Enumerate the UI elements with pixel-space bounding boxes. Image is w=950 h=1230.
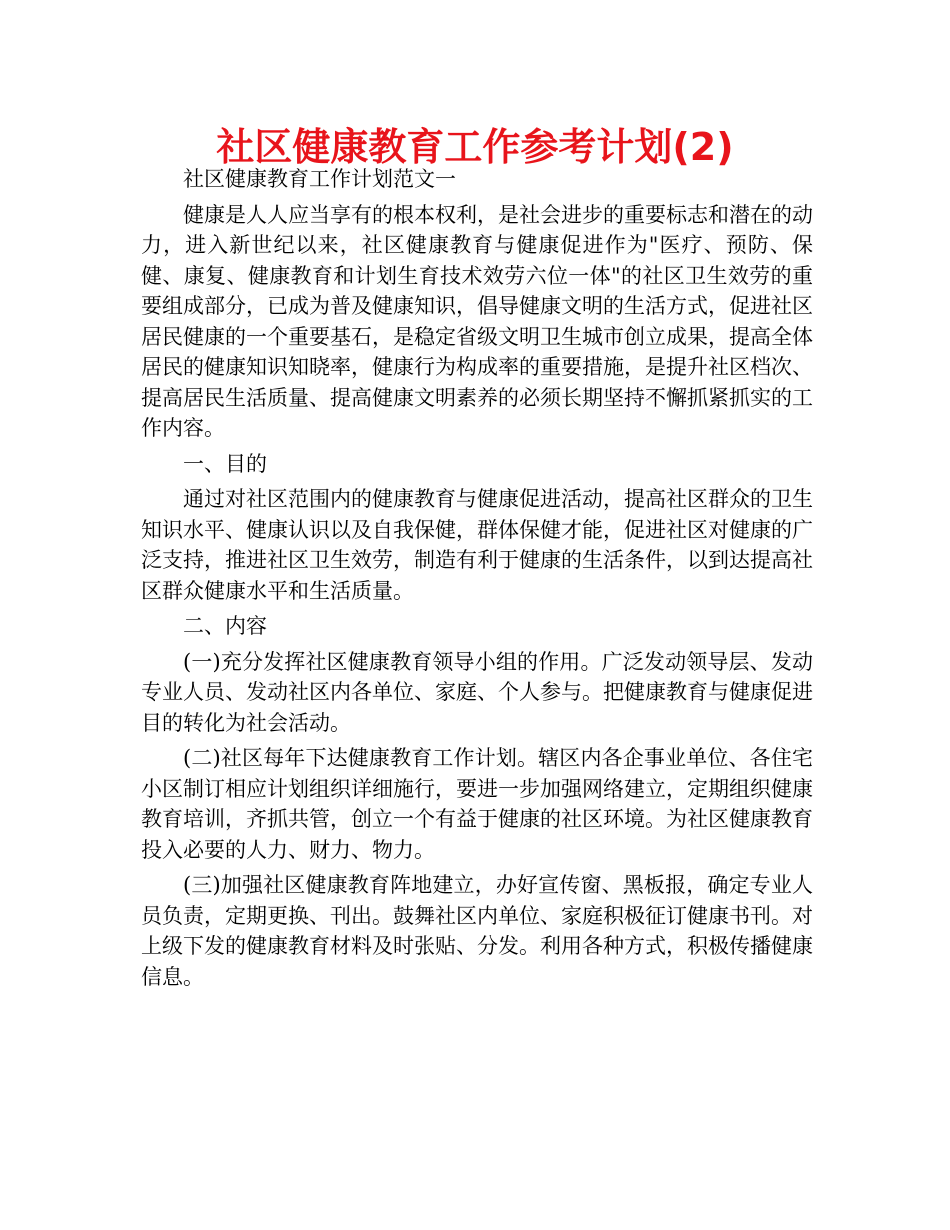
paragraph-subtitle: 社区健康教育工作计划范文一 — [183, 167, 456, 191]
paragraph-content-2: (二)社区每年下达健康教育工作计划。辖区内各企事业单位、各住宅小区制订相应计划组织详细施行，要进一步加强网络建立，定期组织健康教育培训，齐抓共管，创立一个有益于健康的社区环境。为社区健康教育投入必要的人力、财力、物力。 — [141, 746, 813, 862]
paragraph-purpose: 通过对社区范围内的健康教育与健康促进活动，提高社区群众的卫生知识水平、健康认识以及自我保健，群体保健才能，促进社区对健康的广泛支持，推进社区卫生效劳，制造有利于健康的生活条件，以到达提高社区群众健康水平和生活质量。 — [141, 487, 813, 603]
paragraph-content-3: (三)加强社区健康教育阵地建立，办好宣传窗、黑板报，确定专业人员负责，定期更换、刊出。鼓舞社区内单位、家庭积极征订健康书刊。对上级下发的健康教育材料及时张贴、分发。利用各种方式，积极传播健康信息。 — [141, 873, 813, 989]
section-heading-content: 二、内容 — [183, 614, 267, 638]
document-body — [141, 164, 813, 997]
paragraph-intro: 健康是人人应当享有的根本权利，是社会进步的重要标志和潜在的动力，进入新世纪以来，社区健康教育与健康促进作为"医疗、预防、保健、康复、健康教育和计划生育技术效劳六位一体"的社区卫生效劳的重要组成部分，已成为普及健康知识，倡导健康文明的生活方式，促进社区居民健康的一个重要基石，是稳定省级文明卫生城市创立成果，提高全体居民的健康知识知晓率，健康行为构成率的重要措施，是提升社区档次、提高居民生活质量、提高健康文明素养的必须长期坚持不懈抓紧抓实的工作内容。 — [141, 202, 813, 440]
document-title: 社区健康教育工作参考计划(2) — [216, 125, 734, 169]
paragraph-content-1: (一)充分发挥社区健康教育领导小组的作用。广泛发动领导层、发动专业人员、发动社区内各单位、家庭、个人参与。把健康教育与健康促进目的转化为社会活动。 — [141, 649, 813, 735]
section-heading-purpose: 一、目的 — [183, 451, 267, 476]
